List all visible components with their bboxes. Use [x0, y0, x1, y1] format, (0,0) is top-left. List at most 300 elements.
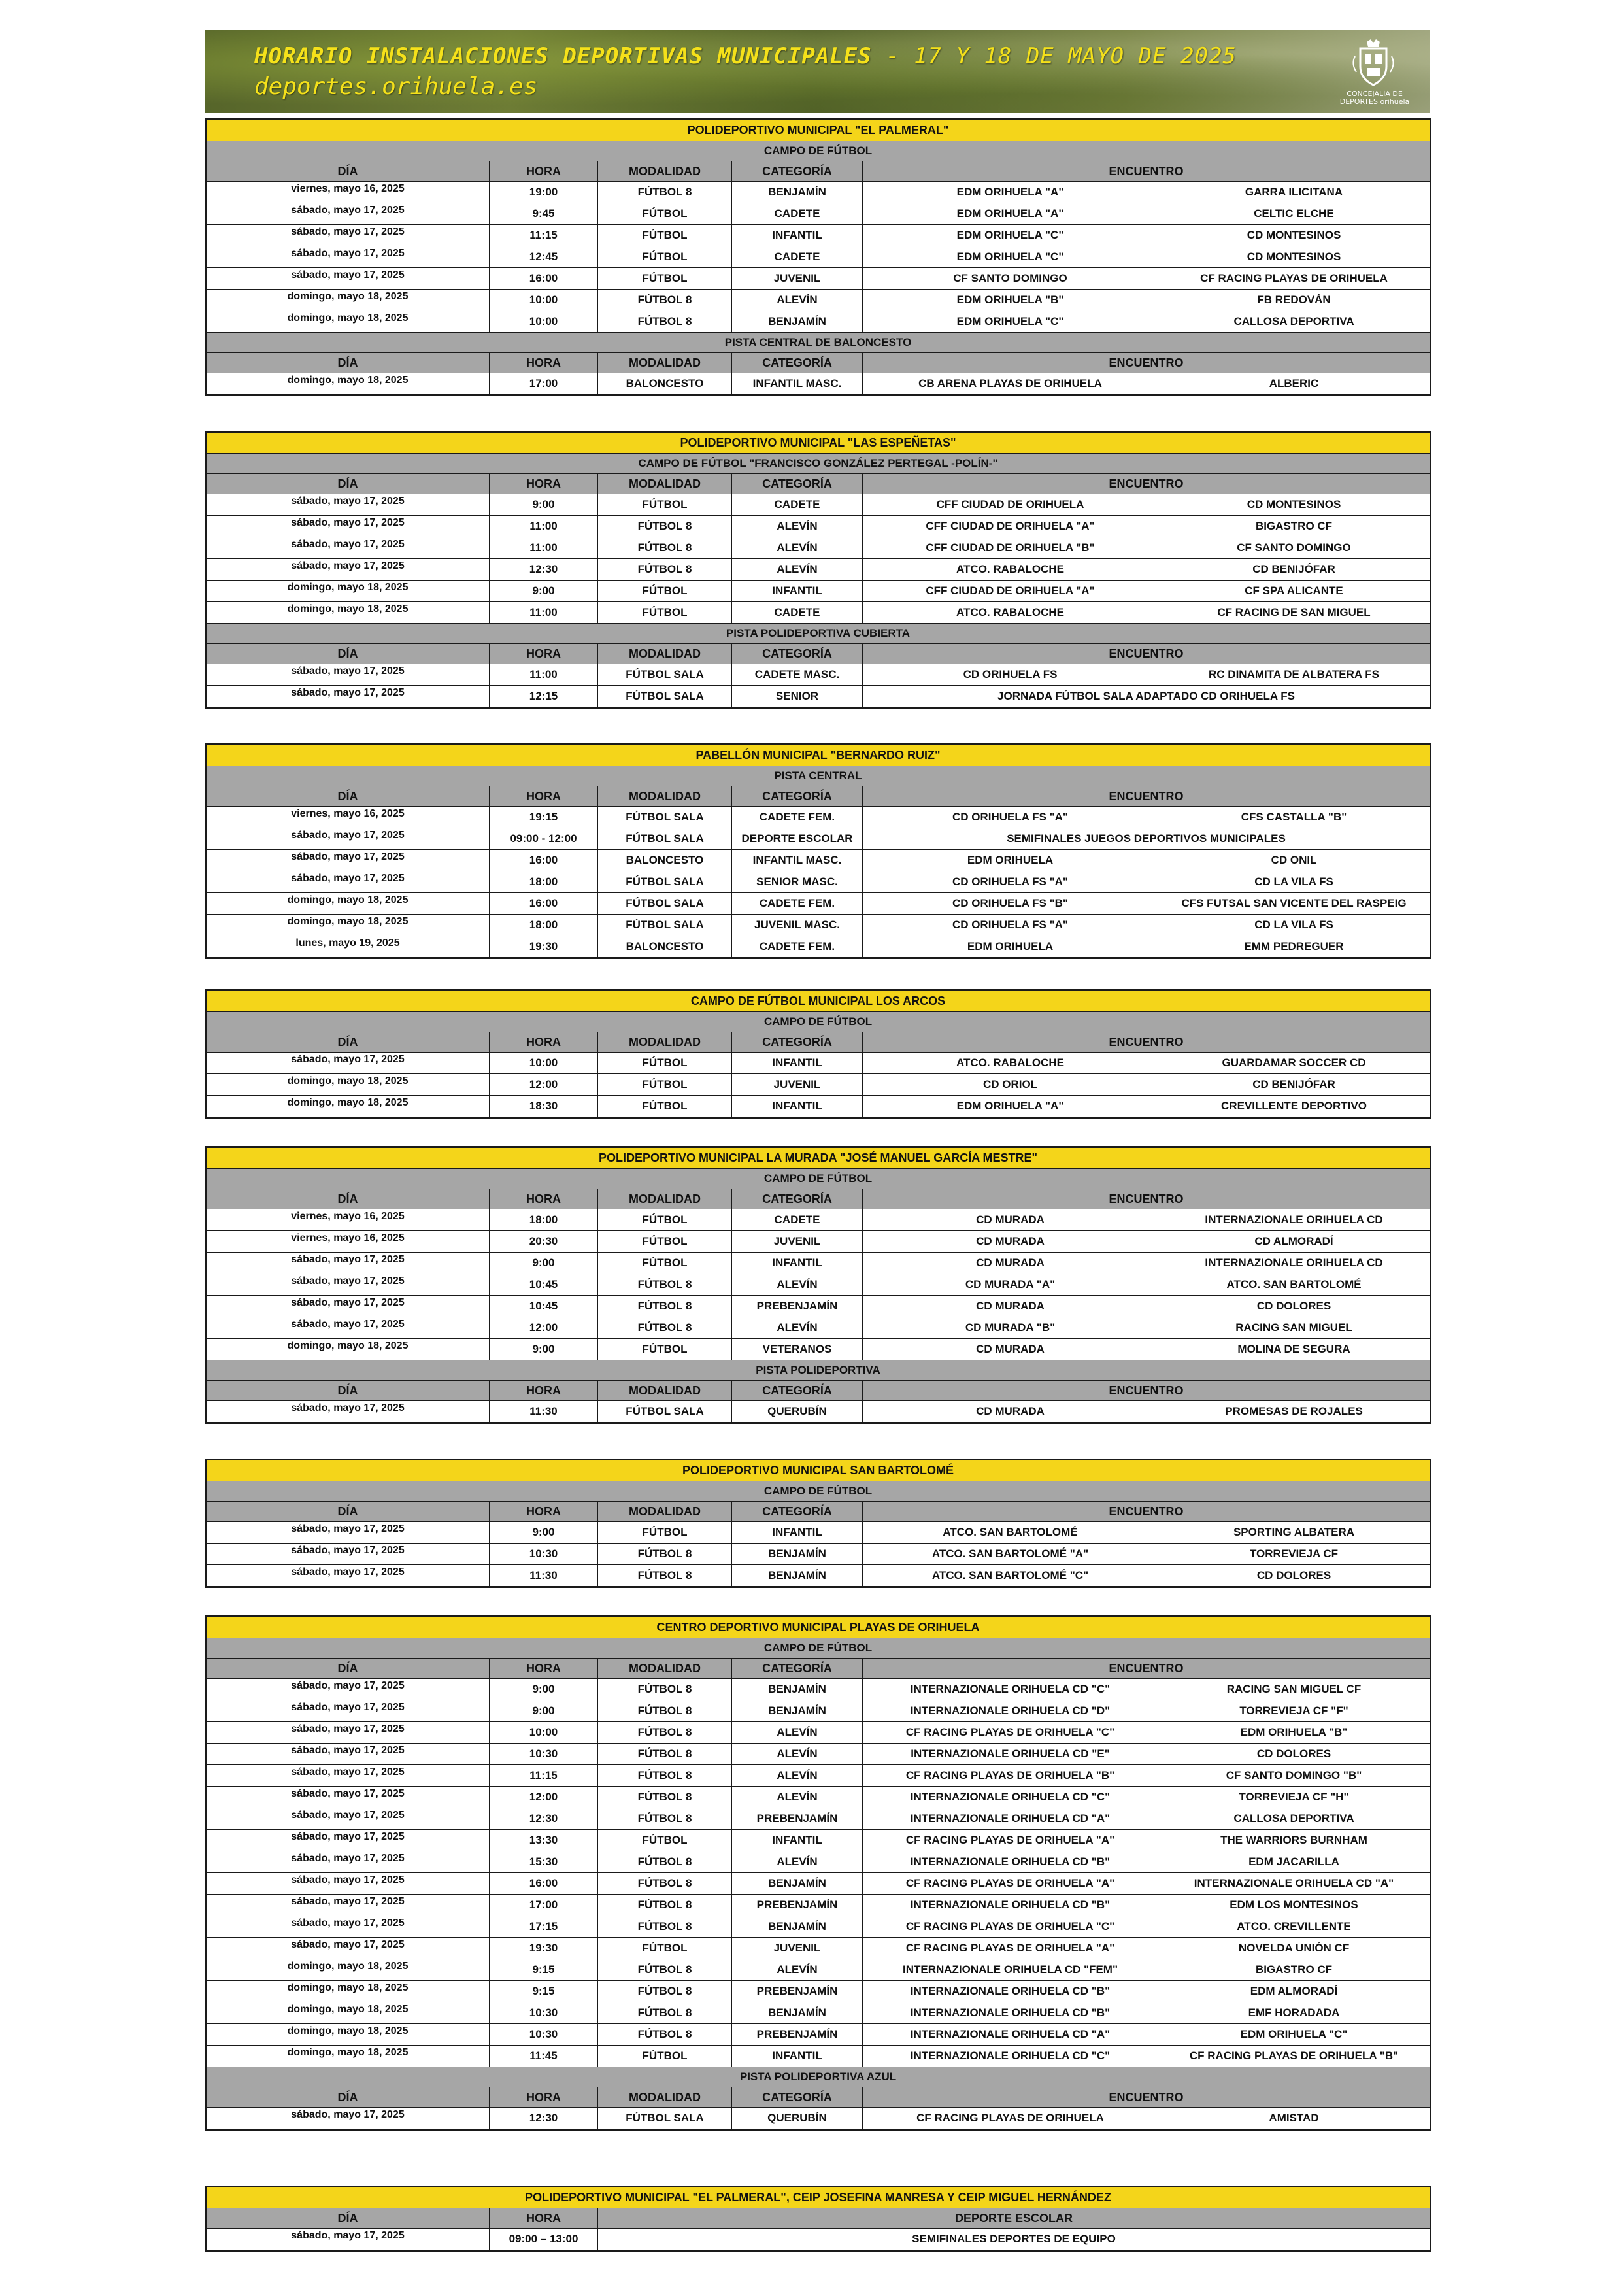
mode-cell: FÚTBOL SALA: [598, 1401, 732, 1423]
home-team-cell: INTERNAZIONALE ORIHUELA CD "D": [863, 1700, 1158, 1722]
home-team-cell: EDM ORIHUELA "A": [863, 1096, 1158, 1118]
time-cell: 17:15: [490, 1916, 598, 1938]
time-cell: 12:00: [490, 1074, 598, 1096]
home-team-cell: CD MURADA: [863, 1231, 1158, 1253]
home-team-cell: CD MURADA: [863, 1253, 1158, 1274]
category-cell: PREBENJAMÍN: [732, 1895, 863, 1916]
time-cell: 20:30: [490, 1231, 598, 1253]
time-cell: 11:00: [490, 664, 598, 686]
day-cell: sábado, mayo 17, 2025: [206, 1873, 490, 1895]
col-header-match: ENCUENTRO: [863, 644, 1431, 664]
mode-cell: FÚTBOL 8: [598, 1565, 732, 1587]
time-cell: 19:30: [490, 936, 598, 958]
table-row: [206, 2229, 1431, 2251]
mode-cell: FÚTBOL: [598, 602, 732, 624]
site-link[interactable]: deportes.orihuela.es: [254, 73, 538, 100]
venue-title: POLIDEPORTIVO MUNICIPAL "EL PALMERAL", CEIP JOSEFINA MANRESA Y CEIP MIGUEL HERNÁNDEZ: [206, 2187, 1431, 2208]
time-cell: 11:15: [490, 225, 598, 246]
time-cell: 16:00: [490, 893, 598, 915]
home-team-cell: INTERNAZIONALE ORIHUELA CD "B": [863, 1895, 1158, 1916]
category-cell: INFANTIL MASC.: [732, 850, 863, 871]
home-team-cell: EDM ORIHUELA: [863, 936, 1158, 958]
col-header-time: HORA: [490, 353, 598, 373]
away-team-cell: ATCO. CREVILLENTE: [1158, 1916, 1431, 1938]
col-header-match: ENCUENTRO: [863, 161, 1431, 182]
category-cell: DEPORTE ESCOLAR: [732, 828, 863, 850]
table-row: [206, 1873, 1431, 1895]
away-team-cell: CD DOLORES: [1158, 1744, 1431, 1765]
table-row: [206, 182, 1431, 203]
mode-cell: FÚTBOL 8: [598, 559, 732, 581]
day-cell: sábado, mayo 17, 2025: [206, 1274, 490, 1296]
category-cell: PREBENJAMÍN: [732, 1808, 863, 1830]
day-cell: sábado, mayo 17, 2025: [206, 1053, 490, 1074]
col-header-mode: MODALIDAD: [598, 1381, 732, 1401]
category-cell: ALEVÍN: [732, 537, 863, 559]
category-cell: BENJAMÍN: [732, 1565, 863, 1587]
day-cell: domingo, mayo 18, 2025: [206, 311, 490, 333]
home-team-cell: EDM ORIHUELA "A": [863, 182, 1158, 203]
mode-cell: FÚTBOL 8: [598, 1808, 732, 1830]
day-cell: sábado, mayo 17, 2025: [206, 2108, 490, 2130]
time-cell: 9:00: [490, 1679, 598, 1700]
day-cell: sábado, mayo 17, 2025: [206, 850, 490, 871]
away-team-cell: BIGASTRO CF: [1158, 1959, 1431, 1981]
area-title: CAMPO DE FÚTBOL: [206, 1012, 1431, 1032]
venue-title: POLIDEPORTIVO MUNICIPAL "EL PALMERAL": [206, 120, 1431, 141]
category-cell: INFANTIL: [732, 225, 863, 246]
mode-cell: FÚTBOL: [598, 1339, 732, 1360]
table-row: [206, 311, 1431, 333]
day-cell: sábado, mayo 17, 2025: [206, 1253, 490, 1274]
day-cell: sábado, mayo 17, 2025: [206, 1401, 490, 1423]
category-cell: INFANTIL: [732, 1053, 863, 1074]
time-cell: 09:00 - 12:00: [490, 828, 598, 850]
header-banner: [205, 30, 1430, 113]
crest-icon: [1347, 38, 1399, 89]
time-cell: 10:45: [490, 1274, 598, 1296]
home-team-cell: CD MURADA: [863, 1339, 1158, 1360]
category-cell: INFANTIL: [732, 581, 863, 602]
away-team-cell: RC DINAMITA DE ALBATERA FS: [1158, 664, 1431, 686]
time-cell: 12:30: [490, 2108, 598, 2130]
away-team-cell: INTERNAZIONALE ORIHUELA CD: [1158, 1253, 1431, 1274]
day-cell: sábado, mayo 17, 2025: [206, 1787, 490, 1808]
away-team-cell: TORREVIEJA CF "F": [1158, 1700, 1431, 1722]
mode-cell: FÚTBOL 8: [598, 182, 732, 203]
table-row: [206, 1787, 1431, 1808]
category-cell: ALEVÍN: [732, 1765, 863, 1787]
home-team-cell: EDM ORIHUELA "A": [863, 203, 1158, 225]
col-header-day: DÍA: [206, 2087, 490, 2108]
col-header-category: CATEGORÍA: [732, 1189, 863, 1209]
mode-cell: FÚTBOL 8: [598, 1744, 732, 1765]
mode-cell: FÚTBOL 8: [598, 1274, 732, 1296]
time-cell: 9:15: [490, 1959, 598, 1981]
venue-table: [205, 1146, 1431, 1424]
home-team-cell: INTERNAZIONALE ORIHUELA CD "C": [863, 1787, 1158, 1808]
table-row: [206, 1565, 1431, 1587]
table-row: [206, 373, 1431, 396]
table-row: [206, 1722, 1431, 1744]
away-team-cell: CELTIC ELCHE: [1158, 203, 1431, 225]
col-header-match: ENCUENTRO: [863, 1502, 1431, 1522]
day-cell: sábado, mayo 17, 2025: [206, 559, 490, 581]
category-cell: ALEVÍN: [732, 1787, 863, 1808]
category-cell: CADETE FEM.: [732, 807, 863, 828]
table-row: [206, 1401, 1431, 1423]
home-team-cell: EDM ORIHUELA: [863, 850, 1158, 871]
day-cell: sábado, mayo 17, 2025: [206, 1830, 490, 1851]
venue-table: [205, 431, 1431, 709]
venue-table: [205, 1459, 1431, 1588]
home-team-cell: CF RACING PLAYAS DE ORIHUELA "A": [863, 1830, 1158, 1851]
home-team-cell: INTERNAZIONALE ORIHUELA CD "B": [863, 2002, 1158, 2024]
event-cell: SEMIFINALES DEPORTES DE EQUIPO: [598, 2229, 1431, 2251]
mode-cell: FÚTBOL 8: [598, 516, 732, 537]
home-team-cell: INTERNAZIONALE ORIHUELA CD "FEM": [863, 1959, 1158, 1981]
area-title: PISTA CENTRAL: [206, 766, 1431, 786]
area-title: CAMPO DE FÚTBOL: [206, 1638, 1431, 1659]
table-row: [206, 246, 1431, 268]
category-cell: INFANTIL: [732, 1522, 863, 1544]
table-row: [206, 494, 1431, 516]
col-header-time: HORA: [490, 1659, 598, 1679]
day-cell: domingo, mayo 18, 2025: [206, 602, 490, 624]
home-team-cell: CF SANTO DOMINGO: [863, 268, 1158, 290]
category-cell: BENJAMÍN: [732, 311, 863, 333]
day-cell: viernes, mayo 16, 2025: [206, 807, 490, 828]
away-team-cell: CALLOSA DEPORTIVA: [1158, 311, 1431, 333]
mode-cell: FÚTBOL 8: [598, 1679, 732, 1700]
col-header-match: ENCUENTRO: [863, 474, 1431, 494]
day-cell: domingo, mayo 18, 2025: [206, 2002, 490, 2024]
time-cell: 11:30: [490, 1565, 598, 1587]
away-team-cell: ATCO. SAN BARTOLOMÉ: [1158, 1274, 1431, 1296]
mode-cell: FÚTBOL 8: [598, 1895, 732, 1916]
away-team-cell: CD ONIL: [1158, 850, 1431, 871]
day-cell: viernes, mayo 16, 2025: [206, 182, 490, 203]
day-cell: domingo, mayo 18, 2025: [206, 1959, 490, 1981]
away-team-cell: CD DOLORES: [1158, 1565, 1431, 1587]
mode-cell: FÚTBOL: [598, 246, 732, 268]
mode-cell: FÚTBOL: [598, 1522, 732, 1544]
col-header-mode: MODALIDAD: [598, 353, 732, 373]
col-header-mode: MODALIDAD: [598, 2087, 732, 2108]
home-team-cell: CF RACING PLAYAS DE ORIHUELA: [863, 2108, 1158, 2130]
away-team-cell: CD BENIJÓFAR: [1158, 559, 1431, 581]
away-team-cell: CALLOSA DEPORTIVA: [1158, 1808, 1431, 1830]
table-row: [206, 203, 1431, 225]
time-cell: 18:00: [490, 915, 598, 936]
col-header-category: CATEGORÍA: [732, 474, 863, 494]
col-header-mode: MODALIDAD: [598, 1659, 732, 1679]
mode-cell: FÚTBOL 8: [598, 1787, 732, 1808]
mode-cell: FÚTBOL: [598, 1096, 732, 1118]
day-cell: domingo, mayo 18, 2025: [206, 893, 490, 915]
venue-title: CAMPO DE FÚTBOL MUNICIPAL LOS ARCOS: [206, 990, 1431, 1012]
category-cell: ALEVÍN: [732, 516, 863, 537]
time-cell: 10:00: [490, 290, 598, 311]
mode-cell: BALONCESTO: [598, 373, 732, 396]
col-header-category: CATEGORÍA: [732, 1032, 863, 1053]
time-cell: 10:00: [490, 1722, 598, 1744]
category-cell: SENIOR: [732, 686, 863, 708]
col-header-category: CATEGORÍA: [732, 1659, 863, 1679]
col-header-match: ENCUENTRO: [863, 786, 1431, 807]
day-cell: domingo, mayo 18, 2025: [206, 915, 490, 936]
category-cell: ALEVÍN: [732, 1274, 863, 1296]
time-cell: 19:15: [490, 807, 598, 828]
mode-cell: FÚTBOL 8: [598, 1873, 732, 1895]
away-team-cell: EMM PEDREGUER: [1158, 936, 1431, 958]
day-cell: domingo, mayo 18, 2025: [206, 1981, 490, 2002]
day-cell: sábado, mayo 17, 2025: [206, 225, 490, 246]
table-row: [206, 664, 1431, 686]
time-cell: 11:45: [490, 2046, 598, 2067]
mode-cell: FÚTBOL 8: [598, 1959, 732, 1981]
time-cell: 17:00: [490, 1895, 598, 1916]
mode-cell: FÚTBOL 8: [598, 2024, 732, 2046]
col-header-category: CATEGORÍA: [732, 1502, 863, 1522]
category-cell: JUVENIL: [732, 1938, 863, 1959]
col-header-mode: MODALIDAD: [598, 474, 732, 494]
day-cell: sábado, mayo 17, 2025: [206, 828, 490, 850]
home-team-cell: CF RACING PLAYAS DE ORIHUELA "A": [863, 1873, 1158, 1895]
home-team-cell: INTERNAZIONALE ORIHUELA CD "B": [863, 1981, 1158, 2002]
col-header-match: ENCUENTRO: [863, 353, 1431, 373]
col-header-mode: MODALIDAD: [598, 786, 732, 807]
home-team-cell: CD ORIHUELA FS "A": [863, 807, 1158, 828]
table-row: [206, 828, 1431, 850]
mode-cell: FÚTBOL 8: [598, 1765, 732, 1787]
mode-cell: FÚTBOL: [598, 203, 732, 225]
table-row: [206, 2046, 1431, 2067]
table-row: [206, 1938, 1431, 1959]
day-cell: sábado, mayo 17, 2025: [206, 1851, 490, 1873]
table-row: [206, 1959, 1431, 1981]
away-team-cell: THE WARRIORS BURNHAM: [1158, 1830, 1431, 1851]
time-cell: 11:30: [490, 1401, 598, 1423]
day-cell: sábado, mayo 17, 2025: [206, 1700, 490, 1722]
day-cell: domingo, mayo 18, 2025: [206, 2046, 490, 2067]
category-cell: JUVENIL: [732, 268, 863, 290]
table-row: [206, 893, 1431, 915]
col-header-time: HORA: [490, 1189, 598, 1209]
day-cell: sábado, mayo 17, 2025: [206, 1938, 490, 1959]
category-cell: PREBENJAMÍN: [732, 1296, 863, 1317]
table-row: [206, 1744, 1431, 1765]
event-cell: SEMIFINALES JUEGOS DEPORTIVOS MUNICIPALES: [863, 828, 1431, 850]
col-header-match: ENCUENTRO: [863, 1189, 1431, 1209]
mode-cell: FÚTBOL 8: [598, 1544, 732, 1565]
category-cell: SENIOR MASC.: [732, 871, 863, 893]
col-header-mode: MODALIDAD: [598, 161, 732, 182]
mode-cell: FÚTBOL SALA: [598, 871, 732, 893]
time-cell: 11:00: [490, 602, 598, 624]
time-cell: 10:00: [490, 1053, 598, 1074]
col-header-time: HORA: [490, 1381, 598, 1401]
time-cell: 16:00: [490, 268, 598, 290]
mode-cell: FÚTBOL 8: [598, 1916, 732, 1938]
time-cell: 10:45: [490, 1296, 598, 1317]
mode-cell: FÚTBOL SALA: [598, 686, 732, 708]
col-header-match: ENCUENTRO: [863, 1032, 1431, 1053]
away-team-cell: EDM LOS MONTESINOS: [1158, 1895, 1431, 1916]
away-team-cell: CFS FUTSAL SAN VICENTE DEL RASPEIG: [1158, 893, 1431, 915]
table-row: [206, 1253, 1431, 1274]
table-row: [206, 2108, 1431, 2130]
mode-cell: BALONCESTO: [598, 936, 732, 958]
col-header-day: DÍA: [206, 2208, 490, 2229]
day-cell: viernes, mayo 16, 2025: [206, 1209, 490, 1231]
away-team-cell: AMISTAD: [1158, 2108, 1431, 2130]
home-team-cell: CF RACING PLAYAS DE ORIHUELA "C": [863, 1916, 1158, 1938]
time-cell: 16:00: [490, 1873, 598, 1895]
mode-cell: FÚTBOL 8: [598, 290, 732, 311]
category-cell: JUVENIL MASC.: [732, 915, 863, 936]
mode-cell: FÚTBOL 8: [598, 1722, 732, 1744]
away-team-cell: CD MONTESINOS: [1158, 246, 1431, 268]
home-team-cell: CD ORIHUELA FS "A": [863, 915, 1158, 936]
home-team-cell: CFF CIUDAD DE ORIHUELA "A": [863, 516, 1158, 537]
category-cell: ALEVÍN: [732, 290, 863, 311]
mode-cell: FÚTBOL 8: [598, 311, 732, 333]
col-header-mode: MODALIDAD: [598, 1032, 732, 1053]
away-team-cell: EMF HORADADA: [1158, 2002, 1431, 2024]
time-cell: 10:00: [490, 311, 598, 333]
crest-caption: CONCEJALÍA DE DEPORTES orihuela: [1339, 90, 1410, 106]
col-header-time: HORA: [490, 2208, 598, 2229]
table-row: [206, 2024, 1431, 2046]
away-team-cell: INTERNAZIONALE ORIHUELA CD "A": [1158, 1873, 1431, 1895]
mode-cell: FÚTBOL 8: [598, 2002, 732, 2024]
area-title: PISTA POLIDEPORTIVA: [206, 1360, 1431, 1381]
home-team-cell: CFF CIUDAD DE ORIHUELA "A": [863, 581, 1158, 602]
area-title: PISTA CENTRAL DE BALONCESTO: [206, 333, 1431, 353]
table-row: [206, 1339, 1431, 1360]
mode-cell: FÚTBOL SALA: [598, 915, 732, 936]
col-header-time: HORA: [490, 1032, 598, 1053]
col-header-category: CATEGORÍA: [732, 2087, 863, 2108]
col-header-day: DÍA: [206, 161, 490, 182]
away-team-cell: NOVELDA UNIÓN CF: [1158, 1938, 1431, 1959]
table-row: [206, 1274, 1431, 1296]
away-team-cell: CF SANTO DOMINGO: [1158, 537, 1431, 559]
day-cell: sábado, mayo 17, 2025: [206, 686, 490, 708]
table-row: [206, 686, 1431, 708]
col-header-time: HORA: [490, 1502, 598, 1522]
table-row: [206, 602, 1431, 624]
mode-cell: FÚTBOL: [598, 1209, 732, 1231]
day-cell: sábado, mayo 17, 2025: [206, 203, 490, 225]
away-team-cell: FB REDOVÁN: [1158, 290, 1431, 311]
time-cell: 15:30: [490, 1851, 598, 1873]
col-header-match: ENCUENTRO: [863, 1381, 1431, 1401]
category-cell: BENJAMÍN: [732, 1916, 863, 1938]
mode-cell: FÚTBOL: [598, 1074, 732, 1096]
area-title: CAMPO DE FÚTBOL: [206, 141, 1431, 161]
col-header-category: CATEGORÍA: [732, 786, 863, 807]
away-team-cell: CD BENIJÓFAR: [1158, 1074, 1431, 1096]
category-cell: JUVENIL: [732, 1074, 863, 1096]
table-row: [206, 1209, 1431, 1231]
venue-table: [205, 743, 1431, 959]
home-team-cell: INTERNAZIONALE ORIHUELA CD "E": [863, 1744, 1158, 1765]
venue-table: [205, 118, 1431, 396]
home-team-cell: EDM ORIHUELA "B": [863, 290, 1158, 311]
time-cell: 9:45: [490, 203, 598, 225]
category-cell: CADETE MASC.: [732, 664, 863, 686]
away-team-cell: GARRA ILICITANA: [1158, 182, 1431, 203]
time-cell: 9:00: [490, 1700, 598, 1722]
day-cell: lunes, mayo 19, 2025: [206, 936, 490, 958]
time-cell: 13:30: [490, 1830, 598, 1851]
table-row: [206, 915, 1431, 936]
time-cell: 10:30: [490, 1744, 598, 1765]
away-team-cell: CD MONTESINOS: [1158, 225, 1431, 246]
venue-table: [205, 989, 1431, 1119]
home-team-cell: CD MURADA: [863, 1401, 1158, 1423]
page-title: HORARIO INSTALACIONES DEPORTIVAS MUNICIPALES - 17 Y 18 DE MAYO DE 2025: [254, 43, 1237, 69]
col-header-time: HORA: [490, 474, 598, 494]
category-cell: BENJAMÍN: [732, 182, 863, 203]
away-team-cell: GUARDAMAR SOCCER CD: [1158, 1053, 1431, 1074]
venue-title: POLIDEPORTIVO MUNICIPAL LA MURADA "JOSÉ MANUEL GARCÍA MESTRE": [206, 1147, 1431, 1169]
time-cell: 18:30: [490, 1096, 598, 1118]
category-cell: ALEVÍN: [732, 1744, 863, 1765]
home-team-cell: CD MURADA "B": [863, 1317, 1158, 1339]
time-cell: 9:00: [490, 581, 598, 602]
col-header-time: HORA: [490, 161, 598, 182]
day-cell: sábado, mayo 17, 2025: [206, 516, 490, 537]
category-cell: CADETE: [732, 203, 863, 225]
time-cell: 18:00: [490, 871, 598, 893]
home-team-cell: INTERNAZIONALE ORIHUELA CD "C": [863, 2046, 1158, 2067]
area-title: CAMPO DE FÚTBOL: [206, 1169, 1431, 1189]
day-cell: sábado, mayo 17, 2025: [206, 1679, 490, 1700]
home-team-cell: CD ORIHUELA FS "B": [863, 893, 1158, 915]
category-cell: ALEVÍN: [732, 559, 863, 581]
col-header-day: DÍA: [206, 1381, 490, 1401]
table-row: [206, 1522, 1431, 1544]
home-team-cell: CD ORIHUELA FS "A": [863, 871, 1158, 893]
day-cell: sábado, mayo 17, 2025: [206, 537, 490, 559]
page-date: - 17 Y 18 DE MAYO DE 2025: [871, 43, 1237, 69]
time-cell: 10:30: [490, 1544, 598, 1565]
away-team-cell: EDM JACARILLA: [1158, 1851, 1431, 1873]
away-team-cell: TORREVIEJA CF "H": [1158, 1787, 1431, 1808]
col-header-day: DÍA: [206, 474, 490, 494]
venue-table: [205, 2186, 1431, 2252]
table-row: [206, 225, 1431, 246]
day-cell: sábado, mayo 17, 2025: [206, 871, 490, 893]
col-header-category: CATEGORÍA: [732, 353, 863, 373]
day-cell: sábado, mayo 17, 2025: [206, 1296, 490, 1317]
mode-cell: FÚTBOL: [598, 225, 732, 246]
time-cell: 12:45: [490, 246, 598, 268]
table-row: [206, 516, 1431, 537]
table-row: [206, 1808, 1431, 1830]
col-header-time: HORA: [490, 644, 598, 664]
away-team-cell: EDM ORIHUELA "B": [1158, 1722, 1431, 1744]
time-cell: 12:00: [490, 1317, 598, 1339]
day-cell: sábado, mayo 17, 2025: [206, 1544, 490, 1565]
time-cell: 12:00: [490, 1787, 598, 1808]
home-team-cell: INTERNAZIONALE ORIHUELA CD "A": [863, 2024, 1158, 2046]
away-team-cell: RACING SAN MIGUEL CF: [1158, 1679, 1431, 1700]
category-cell: CADETE: [732, 602, 863, 624]
